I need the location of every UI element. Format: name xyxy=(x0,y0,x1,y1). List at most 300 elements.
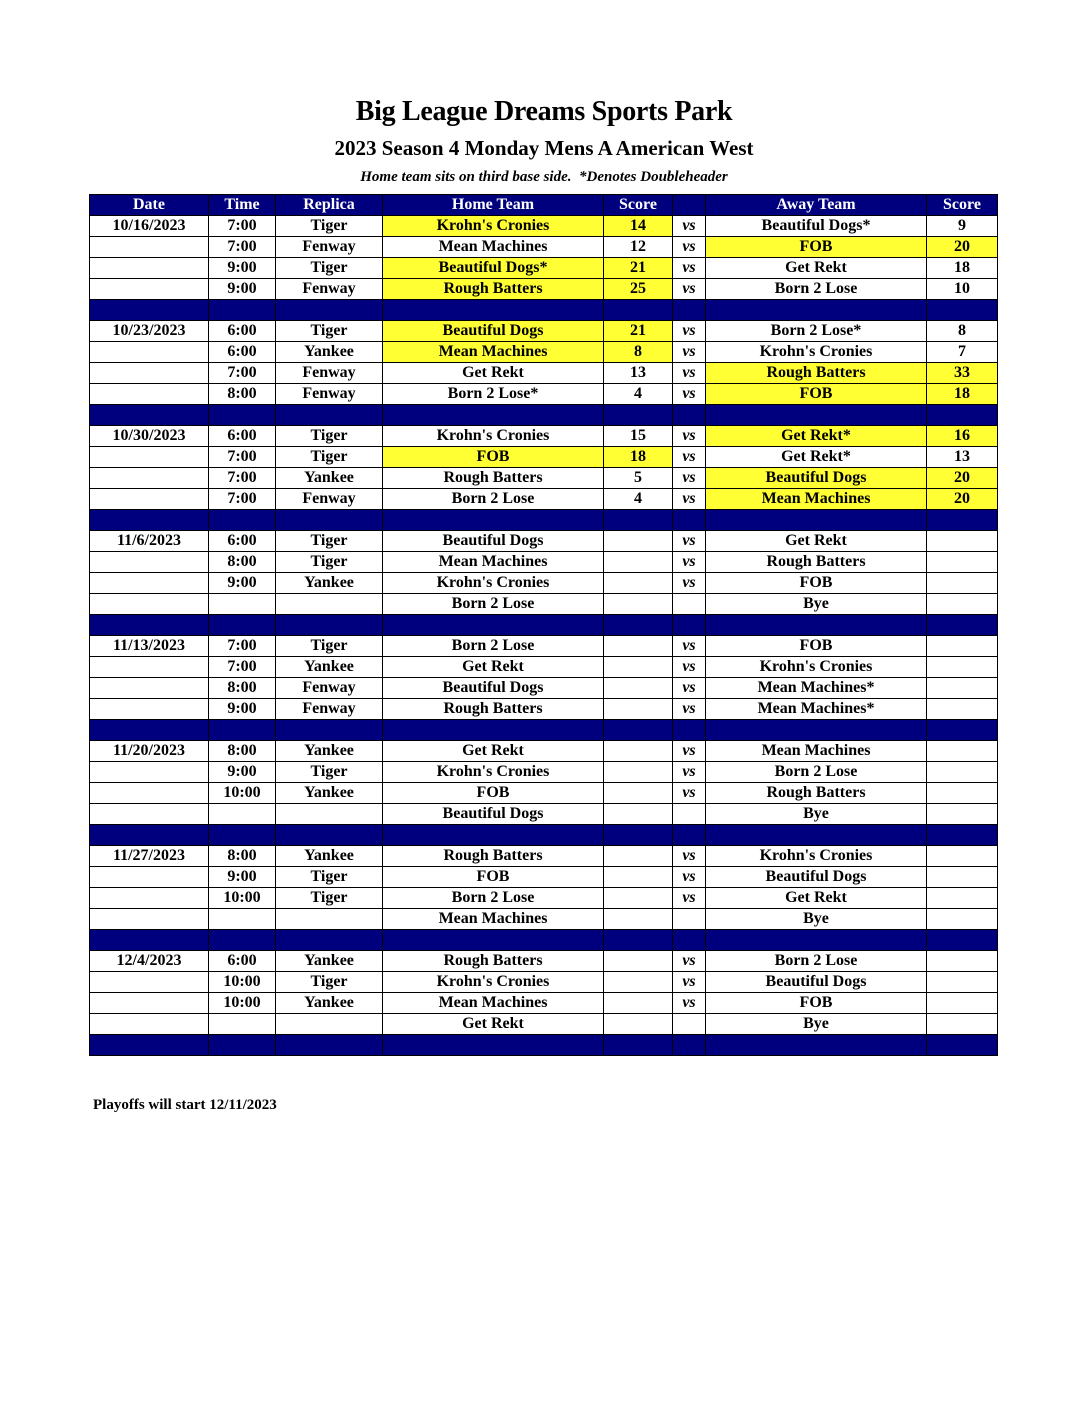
table-row xyxy=(90,594,998,615)
away-score: 20 xyxy=(927,468,998,489)
game-date xyxy=(90,573,209,594)
table-row xyxy=(90,783,998,804)
game-date: 11/13/2023 xyxy=(90,636,209,657)
game-date: 11/27/2023 xyxy=(90,846,209,867)
game-time: 8:00 xyxy=(209,384,276,405)
schedule-table xyxy=(89,194,998,1056)
home-score: 21 xyxy=(604,321,673,342)
table-row xyxy=(90,279,998,300)
home-team: Born 2 Lose xyxy=(383,489,604,510)
separator-cell xyxy=(706,930,927,951)
versus-label: vs xyxy=(673,447,706,468)
away-team: FOB xyxy=(706,237,927,258)
home-team: Mean Machines xyxy=(383,342,604,363)
week-separator-row xyxy=(90,1035,998,1056)
week-separator-row xyxy=(90,510,998,531)
table-row xyxy=(90,531,998,552)
separator-cell xyxy=(276,720,383,741)
table-row xyxy=(90,426,998,447)
game-replica: Tiger xyxy=(276,762,383,783)
game-replica: Tiger xyxy=(276,888,383,909)
away-score xyxy=(927,993,998,1014)
game-time: 10:00 xyxy=(209,972,276,993)
game-time xyxy=(209,594,276,615)
away-team: Born 2 Lose xyxy=(706,951,927,972)
home-score xyxy=(604,573,673,594)
game-date xyxy=(90,762,209,783)
separator-cell xyxy=(604,1035,673,1056)
game-replica: Yankee xyxy=(276,846,383,867)
versus-label: vs xyxy=(673,216,706,237)
separator-cell xyxy=(604,510,673,531)
home-team: Mean Machines xyxy=(383,552,604,573)
home-score: 25 xyxy=(604,279,673,300)
game-replica: Yankee xyxy=(276,468,383,489)
home-team: Get Rekt xyxy=(383,363,604,384)
game-date xyxy=(90,258,209,279)
week-separator-row xyxy=(90,720,998,741)
separator-cell xyxy=(209,615,276,636)
versus-label: vs xyxy=(673,741,706,762)
separator-cell xyxy=(706,825,927,846)
game-time: 6:00 xyxy=(209,342,276,363)
game-replica: Fenway xyxy=(276,384,383,405)
game-date: 11/6/2023 xyxy=(90,531,209,552)
table-row xyxy=(90,552,998,573)
away-team: Get Rekt xyxy=(706,531,927,552)
separator-cell xyxy=(927,615,998,636)
away-score: 20 xyxy=(927,489,998,510)
table-row xyxy=(90,258,998,279)
separator-cell xyxy=(90,720,209,741)
game-date xyxy=(90,384,209,405)
game-time: 7:00 xyxy=(209,216,276,237)
home-team: FOB xyxy=(383,867,604,888)
table-row xyxy=(90,888,998,909)
versus-label xyxy=(673,1014,706,1035)
away-score xyxy=(927,657,998,678)
home-score: 4 xyxy=(604,489,673,510)
game-time: 9:00 xyxy=(209,279,276,300)
home-score xyxy=(604,699,673,720)
separator-cell xyxy=(927,825,998,846)
game-date xyxy=(90,489,209,510)
schedule-body xyxy=(90,216,998,1056)
home-team: Get Rekt xyxy=(383,657,604,678)
table-row xyxy=(90,636,998,657)
separator-cell xyxy=(209,1035,276,1056)
table-row xyxy=(90,468,998,489)
separator-cell xyxy=(706,405,927,426)
home-team: Mean Machines xyxy=(383,993,604,1014)
away-team: Beautiful Dogs xyxy=(706,468,927,489)
table-row xyxy=(90,573,998,594)
home-score xyxy=(604,846,673,867)
home-team: Rough Batters xyxy=(383,951,604,972)
table-row xyxy=(90,909,998,930)
home-team: Rough Batters xyxy=(383,468,604,489)
home-team: Beautiful Dogs* xyxy=(383,258,604,279)
game-date xyxy=(90,447,209,468)
away-team: Beautiful Dogs xyxy=(706,972,927,993)
separator-cell xyxy=(276,300,383,321)
table-row xyxy=(90,993,998,1014)
home-team: Get Rekt xyxy=(383,1014,604,1035)
table-row xyxy=(90,1014,998,1035)
separator-cell xyxy=(927,405,998,426)
game-time: 9:00 xyxy=(209,699,276,720)
separator-cell xyxy=(673,405,706,426)
game-date xyxy=(90,594,209,615)
home-team: Beautiful Dogs xyxy=(383,321,604,342)
separator-cell xyxy=(90,1035,209,1056)
separator-cell xyxy=(209,720,276,741)
away-score xyxy=(927,972,998,993)
home-score: 14 xyxy=(604,216,673,237)
away-team: Get Rekt xyxy=(706,258,927,279)
versus-label: vs xyxy=(673,993,706,1014)
separator-cell xyxy=(706,615,927,636)
separator-cell xyxy=(927,1035,998,1056)
versus-label: vs xyxy=(673,783,706,804)
game-time: 6:00 xyxy=(209,951,276,972)
separator-cell xyxy=(673,300,706,321)
versus-label: vs xyxy=(673,951,706,972)
away-team: Born 2 Lose xyxy=(706,762,927,783)
home-team: Beautiful Dogs xyxy=(383,531,604,552)
game-date xyxy=(90,972,209,993)
separator-cell xyxy=(927,510,998,531)
away-score xyxy=(927,909,998,930)
away-score: 33 xyxy=(927,363,998,384)
away-score: 10 xyxy=(927,279,998,300)
home-score xyxy=(604,531,673,552)
home-score xyxy=(604,741,673,762)
separator-cell xyxy=(706,510,927,531)
game-replica: Tiger xyxy=(276,531,383,552)
separator-cell xyxy=(706,300,927,321)
versus-label: vs xyxy=(673,888,706,909)
game-date xyxy=(90,699,209,720)
game-date xyxy=(90,909,209,930)
separator-cell xyxy=(90,405,209,426)
game-date: 10/23/2023 xyxy=(90,321,209,342)
away-score: 7 xyxy=(927,342,998,363)
away-score xyxy=(927,531,998,552)
column-header-home-score: Score xyxy=(604,195,673,216)
home-team: FOB xyxy=(383,783,604,804)
home-score: 12 xyxy=(604,237,673,258)
game-replica: Tiger xyxy=(276,426,383,447)
game-date xyxy=(90,804,209,825)
away-score xyxy=(927,951,998,972)
home-team: Born 2 Lose xyxy=(383,636,604,657)
away-team: Mean Machines xyxy=(706,489,927,510)
away-score xyxy=(927,888,998,909)
game-replica: Yankee xyxy=(276,741,383,762)
versus-label: vs xyxy=(673,636,706,657)
table-row xyxy=(90,804,998,825)
versus-label: vs xyxy=(673,972,706,993)
home-team: FOB xyxy=(383,447,604,468)
game-time: 6:00 xyxy=(209,531,276,552)
away-score xyxy=(927,804,998,825)
game-time: 7:00 xyxy=(209,636,276,657)
home-score: 15 xyxy=(604,426,673,447)
column-header-vs xyxy=(673,195,706,216)
away-team: Beautiful Dogs xyxy=(706,867,927,888)
away-team: Rough Batters xyxy=(706,783,927,804)
game-time: 7:00 xyxy=(209,237,276,258)
away-score: 13 xyxy=(927,447,998,468)
game-date xyxy=(90,468,209,489)
separator-cell xyxy=(604,825,673,846)
game-replica xyxy=(276,909,383,930)
versus-label: vs xyxy=(673,489,706,510)
versus-label: vs xyxy=(673,321,706,342)
away-score: 18 xyxy=(927,258,998,279)
table-row xyxy=(90,363,998,384)
game-date xyxy=(90,279,209,300)
game-replica: Yankee xyxy=(276,573,383,594)
separator-cell xyxy=(673,510,706,531)
separator-cell xyxy=(673,825,706,846)
game-replica: Yankee xyxy=(276,342,383,363)
game-time xyxy=(209,804,276,825)
away-team: Get Rekt* xyxy=(706,426,927,447)
home-score xyxy=(604,867,673,888)
away-score: 9 xyxy=(927,216,998,237)
home-score xyxy=(604,657,673,678)
table-row xyxy=(90,216,998,237)
separator-cell xyxy=(604,930,673,951)
separator-cell xyxy=(90,615,209,636)
versus-label: vs xyxy=(673,846,706,867)
game-time: 7:00 xyxy=(209,657,276,678)
game-replica: Tiger xyxy=(276,216,383,237)
away-team: Bye xyxy=(706,1014,927,1035)
home-team: Born 2 Lose* xyxy=(383,384,604,405)
separator-cell xyxy=(927,930,998,951)
home-team: Beautiful Dogs xyxy=(383,804,604,825)
game-time: 6:00 xyxy=(209,321,276,342)
table-row xyxy=(90,447,998,468)
separator-cell xyxy=(604,615,673,636)
table-row xyxy=(90,489,998,510)
table-row xyxy=(90,657,998,678)
separator-cell xyxy=(673,930,706,951)
game-replica: Tiger xyxy=(276,636,383,657)
game-replica xyxy=(276,1014,383,1035)
away-score xyxy=(927,552,998,573)
versus-label xyxy=(673,804,706,825)
game-time: 7:00 xyxy=(209,489,276,510)
separator-cell xyxy=(604,720,673,741)
game-replica xyxy=(276,594,383,615)
away-team: Mean Machines xyxy=(706,741,927,762)
game-time: 8:00 xyxy=(209,552,276,573)
game-replica: Tiger xyxy=(276,447,383,468)
versus-label xyxy=(673,594,706,615)
separator-cell xyxy=(673,615,706,636)
home-score xyxy=(604,783,673,804)
away-score: 8 xyxy=(927,321,998,342)
game-time: 8:00 xyxy=(209,846,276,867)
game-replica: Yankee xyxy=(276,993,383,1014)
table-row xyxy=(90,678,998,699)
game-time: 10:00 xyxy=(209,783,276,804)
game-date xyxy=(90,993,209,1014)
game-replica: Fenway xyxy=(276,363,383,384)
separator-cell xyxy=(383,930,604,951)
home-score xyxy=(604,972,673,993)
away-team: Born 2 Lose* xyxy=(706,321,927,342)
game-time: 9:00 xyxy=(209,762,276,783)
away-team: Bye xyxy=(706,909,927,930)
versus-label: vs xyxy=(673,258,706,279)
separator-cell xyxy=(90,300,209,321)
separator-cell xyxy=(927,720,998,741)
home-team: Krohn's Cronies xyxy=(383,972,604,993)
home-team: Krohn's Cronies xyxy=(383,762,604,783)
away-team: Beautiful Dogs* xyxy=(706,216,927,237)
game-date: 10/16/2023 xyxy=(90,216,209,237)
week-separator-row xyxy=(90,405,998,426)
game-replica: Fenway xyxy=(276,678,383,699)
column-header-date: Date xyxy=(90,195,209,216)
separator-cell xyxy=(209,930,276,951)
versus-label: vs xyxy=(673,573,706,594)
away-team: Born 2 Lose xyxy=(706,279,927,300)
game-time xyxy=(209,909,276,930)
game-replica: Tiger xyxy=(276,552,383,573)
week-separator-row xyxy=(90,930,998,951)
table-row xyxy=(90,321,998,342)
separator-cell xyxy=(276,930,383,951)
separator-cell xyxy=(604,405,673,426)
away-score xyxy=(927,636,998,657)
game-date xyxy=(90,363,209,384)
game-time: 10:00 xyxy=(209,993,276,1014)
away-score xyxy=(927,741,998,762)
home-team: Mean Machines xyxy=(383,909,604,930)
game-replica: Tiger xyxy=(276,972,383,993)
home-score: 4 xyxy=(604,384,673,405)
game-time: 8:00 xyxy=(209,678,276,699)
versus-label: vs xyxy=(673,867,706,888)
game-replica: Fenway xyxy=(276,237,383,258)
away-score xyxy=(927,1014,998,1035)
separator-cell xyxy=(209,825,276,846)
versus-label: vs xyxy=(673,363,706,384)
game-replica: Tiger xyxy=(276,321,383,342)
home-score xyxy=(604,678,673,699)
versus-label: vs xyxy=(673,342,706,363)
home-team: Born 2 Lose xyxy=(383,888,604,909)
away-score xyxy=(927,699,998,720)
separator-cell xyxy=(209,405,276,426)
away-score: 16 xyxy=(927,426,998,447)
week-separator-row xyxy=(90,825,998,846)
column-header-away-score: Score xyxy=(927,195,998,216)
separator-cell xyxy=(276,1035,383,1056)
table-row xyxy=(90,699,998,720)
game-date xyxy=(90,342,209,363)
versus-label: vs xyxy=(673,426,706,447)
away-team: Mean Machines* xyxy=(706,699,927,720)
versus-label: vs xyxy=(673,237,706,258)
away-team: Get Rekt* xyxy=(706,447,927,468)
game-replica: Tiger xyxy=(276,867,383,888)
game-replica: Tiger xyxy=(276,258,383,279)
home-team: Krohn's Cronies xyxy=(383,216,604,237)
game-replica: Fenway xyxy=(276,279,383,300)
separator-cell xyxy=(383,510,604,531)
away-team: Bye xyxy=(706,594,927,615)
away-team: Krohn's Cronies xyxy=(706,657,927,678)
game-replica: Fenway xyxy=(276,699,383,720)
home-score: 8 xyxy=(604,342,673,363)
away-score xyxy=(927,594,998,615)
game-time: 7:00 xyxy=(209,363,276,384)
week-separator-row xyxy=(90,615,998,636)
versus-label: vs xyxy=(673,531,706,552)
home-score xyxy=(604,1014,673,1035)
home-team: Krohn's Cronies xyxy=(383,573,604,594)
game-date: 10/30/2023 xyxy=(90,426,209,447)
separator-cell xyxy=(927,300,998,321)
table-row xyxy=(90,384,998,405)
away-team: Rough Batters xyxy=(706,363,927,384)
home-score xyxy=(604,804,673,825)
home-score xyxy=(604,762,673,783)
separator-cell xyxy=(604,300,673,321)
column-header-replica: Replica xyxy=(276,195,383,216)
game-replica: Yankee xyxy=(276,951,383,972)
table-row xyxy=(90,951,998,972)
away-score xyxy=(927,573,998,594)
separator-cell xyxy=(383,405,604,426)
home-team: Rough Batters xyxy=(383,699,604,720)
away-score xyxy=(927,762,998,783)
away-team: Bye xyxy=(706,804,927,825)
game-time: 9:00 xyxy=(209,867,276,888)
game-time: 8:00 xyxy=(209,741,276,762)
separator-cell xyxy=(209,300,276,321)
game-date: 12/4/2023 xyxy=(90,951,209,972)
home-team: Krohn's Cronies xyxy=(383,426,604,447)
game-time: 9:00 xyxy=(209,573,276,594)
game-date xyxy=(90,657,209,678)
separator-cell xyxy=(276,405,383,426)
home-team: Get Rekt xyxy=(383,741,604,762)
away-score xyxy=(927,678,998,699)
game-date xyxy=(90,552,209,573)
game-date xyxy=(90,678,209,699)
separator-cell xyxy=(90,510,209,531)
week-separator-row xyxy=(90,300,998,321)
home-score xyxy=(604,909,673,930)
table-row xyxy=(90,846,998,867)
page-title: Big League Dreams Sports Park xyxy=(355,96,733,127)
home-score: 13 xyxy=(604,363,673,384)
away-team: Krohn's Cronies xyxy=(706,846,927,867)
separator-cell xyxy=(90,825,209,846)
game-date xyxy=(90,867,209,888)
away-score xyxy=(927,846,998,867)
home-team: Rough Batters xyxy=(383,279,604,300)
away-score xyxy=(927,783,998,804)
